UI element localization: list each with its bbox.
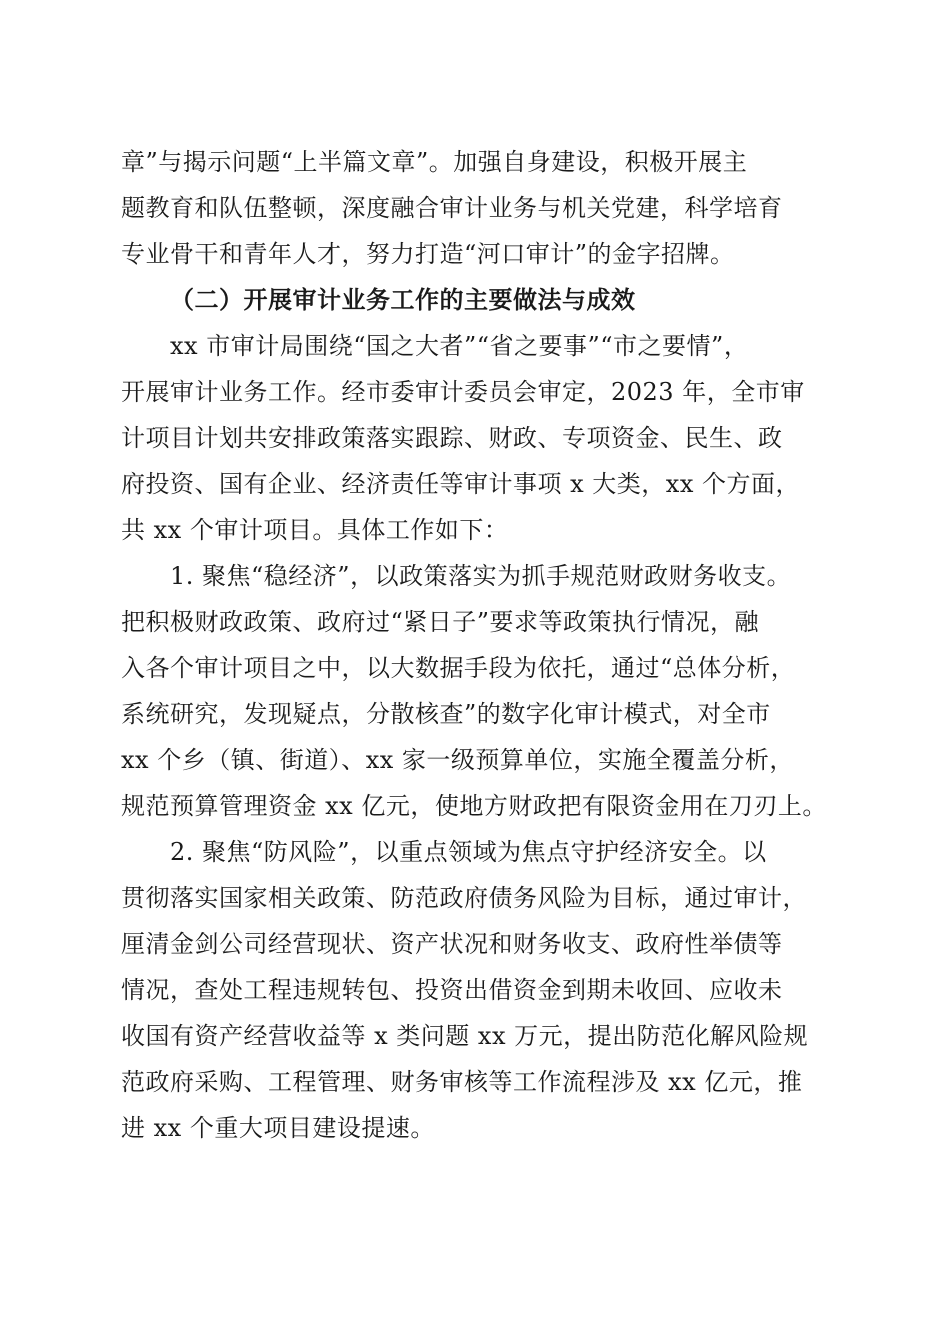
- paragraph-line: 贯彻落实国家相关政策、防范政府债务风险为目标，通过审计，: [121, 884, 807, 912]
- section-heading: （二）开展审计业务工作的主要做法与成效: [170, 285, 636, 314]
- paragraph-line: xx 市审计局围绕“国之大者”“省之要事”“市之要情”，: [170, 332, 749, 360]
- paragraph-line: 规范预算管理资金 xx 亿元，使地方财政把有限资金用在刀刃上。: [121, 792, 827, 820]
- paragraph-line: 把积极财政政策、政府过“紧日子”要求等政策执行情况，融: [121, 608, 760, 636]
- paragraph-line: 计项目计划共安排政策落实跟踪、财政、专项资金、民生、政: [121, 424, 783, 452]
- paragraph-line: 府投资、国有企业、经济责任等审计事项 x 大类，xx 个方面，: [121, 470, 800, 498]
- paragraph-line: 入各个审计项目之中，以大数据手段为依托，通过“总体分析，: [121, 654, 796, 682]
- paragraph-line: 开展审计业务工作。经市委审计委员会审定，2023 年，全市审: [121, 378, 805, 406]
- paragraph-line: 进 xx 个重大项目建设提速。: [121, 1114, 435, 1142]
- paragraph-line: 厘清金剑公司经营现状、资产状况和财务收支、政府性举债等: [121, 930, 783, 958]
- paragraph-line: 收国有资产经营收益等 x 类问题 xx 万元，提出防范化解风险规: [121, 1022, 809, 1050]
- paragraph-line: 专业骨干和青年人才，努力打造“河口审计”的金字招牌。: [121, 240, 735, 268]
- paragraph-line: 系统研究，发现疑点，分散核查”的数字化审计模式，对全市: [121, 700, 771, 728]
- paragraph-line: 题教育和队伍整顿，深度融合审计业务与机关党建，科学培育: [121, 194, 783, 222]
- paragraph-line: 范政府采购、工程管理、财务审核等工作流程涉及 xx 亿元，推: [121, 1068, 803, 1096]
- paragraph-line: xx 个乡（镇、街道）、xx 家一级预算单位，实施全覆盖分析，: [121, 746, 794, 774]
- paragraph-line: 1. 聚焦“稳经济”，以政策落实为抓手规范财政财务收支。: [170, 562, 792, 590]
- paragraph-line: 共 xx 个审计项目。具体工作如下：: [121, 516, 509, 544]
- paragraph-line: 章”与揭示问题“上半篇文章”。加强自身建设，积极开展主: [121, 148, 748, 176]
- paragraph-line: 2. 聚焦“防风险”，以重点领域为焦点守护经济安全。以: [170, 838, 767, 866]
- paragraph-line: 情况，查处工程违规转包、投资出借资金到期未收回、应收未: [121, 976, 783, 1004]
